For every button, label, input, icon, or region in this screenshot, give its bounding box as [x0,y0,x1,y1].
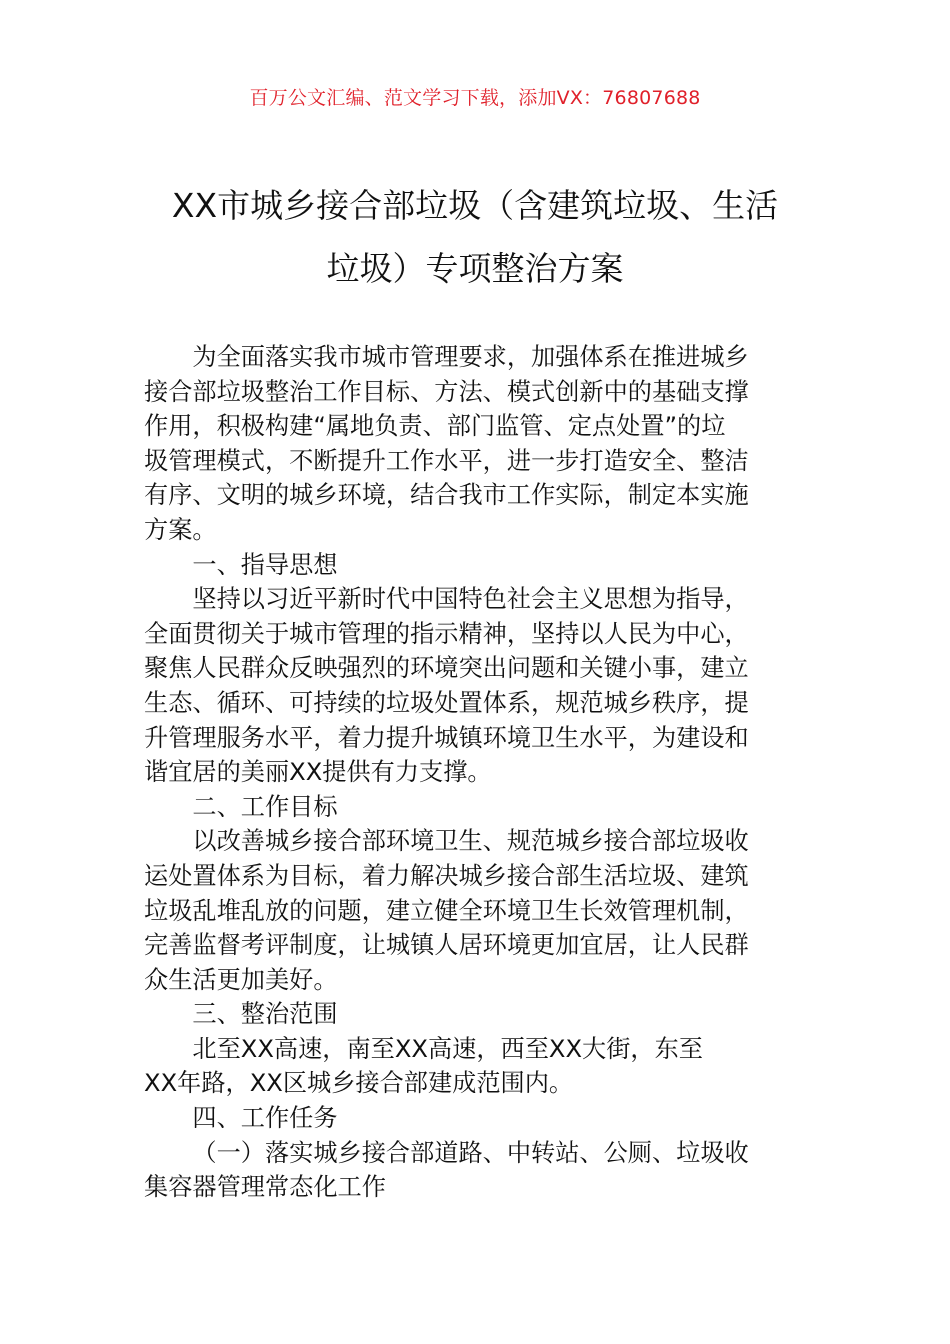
scope-paragraph [144,1032,808,1101]
section-heading-work-goals: 二、工作目标 [192,792,338,821]
paragraph-line: 完善监督考评制度，让城镇人居环境更加宜居，让人民群 [144,931,749,960]
paragraph-line: 作用，积极构建“属地负责、部门监管、定点处置”的垃 [144,412,726,441]
paragraph-line: 聚焦人民群众反映强烈的环境突出问题和关键小事，建立 [144,654,749,683]
section-heading-guiding-thought: 一、指导思想 [192,550,338,579]
paragraph-line: 以改善城乡接合部环境卫生、规范城乡接合部垃圾收 [192,827,749,856]
paragraph-line: 坚持以习近平新时代中国特色社会主义思想为指导， [192,585,749,614]
document-title [120,174,830,300]
section-heading-tasks: 四、工作任务 [192,1104,338,1133]
paragraph-line: （一）落实城乡接合部道路、中转站、公厕、垃圾收 [192,1138,749,1167]
paragraph-line: 接合部垃圾整治工作目标、方法、模式创新中的基础支撑 [144,377,749,406]
paragraph-line: 运处置体系为目标，着力解决城乡接合部生活垃圾、建筑 [144,861,749,890]
paragraph-line: 全面贯彻关于城市管理的指示精神，坚持以人民为中心， [144,619,749,648]
paragraph-line: 圾管理模式，不断提升工作水平，进一步打造安全、整洁 [144,446,749,475]
paragraph-line: 垃圾乱堆乱放的问题，建立健全环境卫生长效管理机制， [144,896,749,925]
title-line-1: XX市城乡接合部垃圾（含建筑垃圾、生活 [171,186,779,225]
paragraph-line: XX年路，XX区城乡接合部建成范围内。 [144,1069,574,1098]
intro-paragraph [144,340,808,548]
paragraph-line: 集容器管理常态化工作 [144,1173,386,1202]
paragraph-line: 众生活更加美好。 [144,965,338,994]
guiding-thought-paragraph [144,582,808,790]
work-goals-paragraph [144,824,808,997]
section-heading-scope: 三、整治范围 [192,1000,338,1029]
paragraph-line: 生态、循环、可持续的垃圾处置体系，规范城乡秩序，提 [144,688,749,717]
paragraph-line: 方案。 [144,515,217,544]
paragraph-line: 为全面落实我市城市管理要求，加强体系在推进城乡 [192,343,749,371]
paragraph-line: 北至XX高速，南至XX高速，西至XX大街，东至 [192,1034,703,1063]
paragraph-line: 有序、文明的城乡环境，结合我市工作实际，制定本实施 [144,481,749,510]
document-body [144,340,808,1205]
title-line-2: 垃圾）专项整治方案 [326,249,624,288]
tasks-paragraph [144,1136,808,1205]
promo-banner: 百万公文汇编、范文学习下载，添加VX：76807688 [249,87,701,109]
paragraph-line: 升管理服务水平，着力提升城镇环境卫生水平，为建设和 [144,723,749,752]
paragraph-line: 谐宜居的美丽XX提供有力支撑。 [144,758,492,787]
